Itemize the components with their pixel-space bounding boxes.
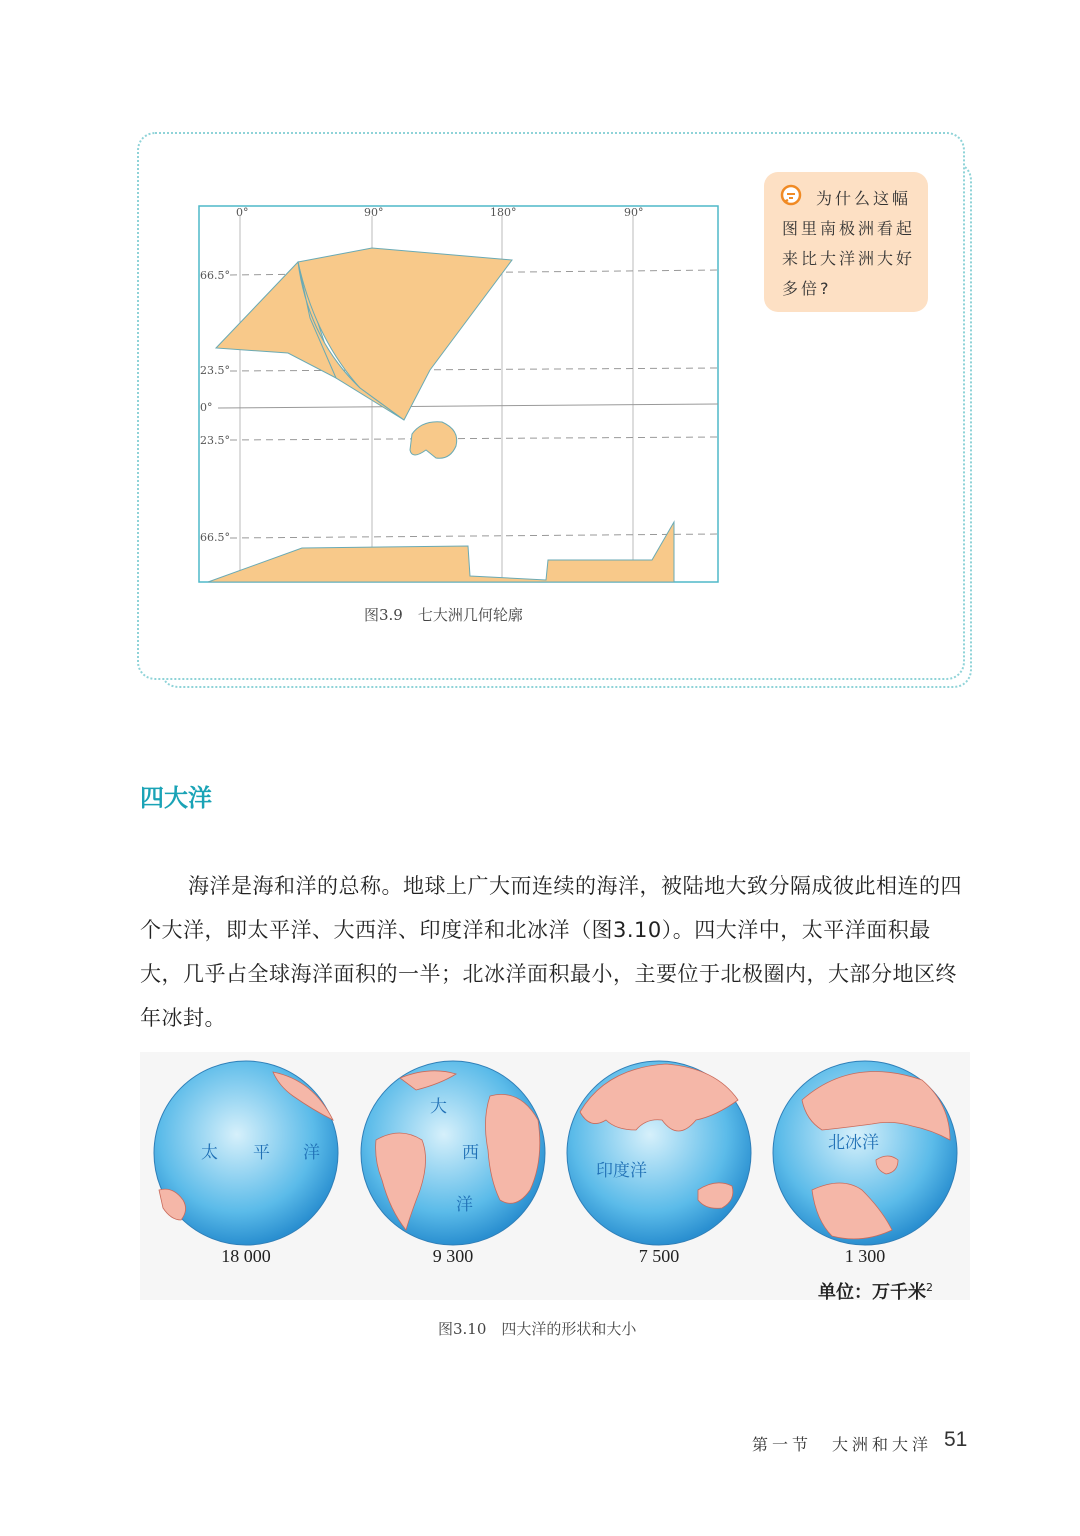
indian-area: 7 500 bbox=[638, 1246, 680, 1266]
lon-label: 90° bbox=[364, 206, 384, 219]
question-text: 为什么这幅图里南极洲看起来比大洋洲大好多倍? bbox=[782, 189, 916, 298]
ocean-label: 洋 bbox=[456, 1195, 473, 1215]
ocean-label: 西 bbox=[462, 1143, 479, 1163]
section-title: 四大洋 bbox=[140, 784, 212, 812]
page-number: 51 bbox=[944, 1428, 968, 1451]
lat-label: 66.5° bbox=[200, 269, 230, 282]
lat-label: 23.5° bbox=[200, 434, 230, 447]
unit-label bbox=[818, 1278, 933, 1304]
lat-label: 0° bbox=[200, 401, 213, 414]
unit-superscript: 2 bbox=[926, 1281, 933, 1294]
ocean-label: 印度洋 bbox=[596, 1161, 647, 1181]
pacific-globe bbox=[153, 1060, 339, 1246]
ocean-label: 平 bbox=[253, 1143, 270, 1163]
body-paragraph: 海洋是海和洋的总称。地球上广大而连续的海洋，被陆地大致分隔成彼此相连的四个大洋，即太平洋、大西洋、印度洋和北冰洋（图3.10）。四大洋中，太平洋面积最大，几乎占全球海洋面积的一半；北冰洋面积最小，主要位于北极圈内，大部分地区终年冰封。 bbox=[140, 874, 962, 1030]
pacific-area: 18 000 bbox=[221, 1246, 271, 1266]
lon-label: 90° bbox=[624, 206, 644, 219]
lon-label: 0° bbox=[236, 206, 249, 219]
ocean-label: 北冰洋 bbox=[828, 1133, 879, 1153]
atlantic-area: 9 300 bbox=[432, 1246, 474, 1266]
question-note bbox=[764, 172, 928, 312]
ocean-label: 洋 bbox=[303, 1143, 320, 1163]
atlantic-globe bbox=[360, 1060, 546, 1246]
lat-label: 66.5° bbox=[200, 531, 230, 544]
ocean-label: 太 bbox=[201, 1143, 218, 1163]
indian-globe bbox=[566, 1060, 752, 1246]
lon-label: 180° bbox=[490, 206, 517, 219]
lat-label: 23.5° bbox=[200, 364, 230, 377]
ocean-label: 大 bbox=[430, 1097, 447, 1117]
continent-outline-map bbox=[190, 198, 730, 592]
footer-section-title: 第一节 大洲和大洋 bbox=[752, 1435, 933, 1454]
unit-text: 单位：万千米 bbox=[818, 1282, 926, 1303]
arctic-globe bbox=[772, 1060, 958, 1246]
arctic-area: 1 300 bbox=[844, 1246, 886, 1266]
figure-caption: 图3.10 四大洋的形状和大小 bbox=[438, 1320, 637, 1338]
figure-caption: 图3.9 七大洲几何轮廓 bbox=[364, 606, 523, 624]
